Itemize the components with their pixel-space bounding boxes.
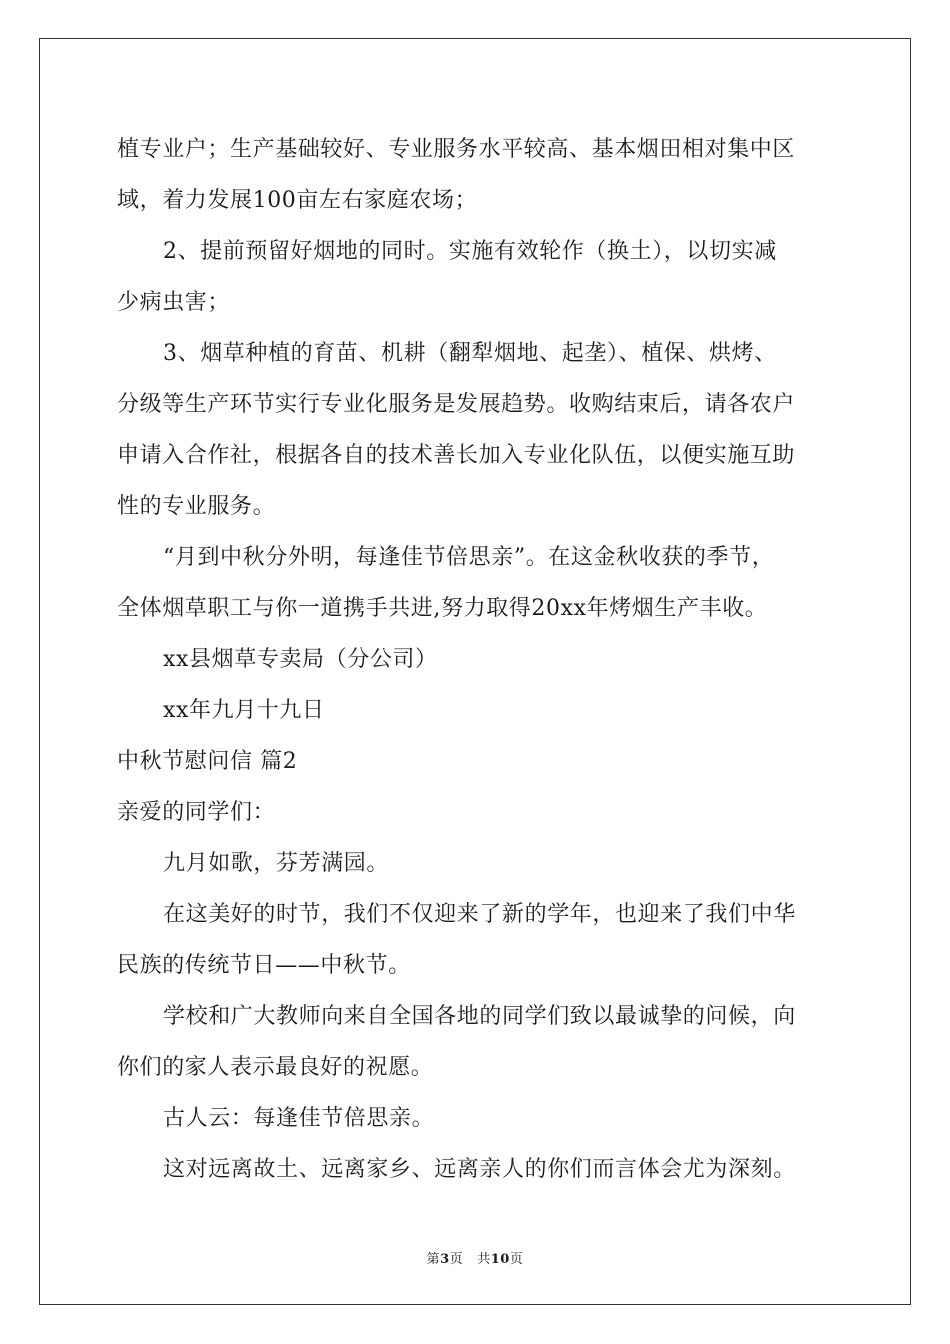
paragraph-line: 分级等生产环节实行专业化服务是发展趋势。收购结束后，请各农户 (117, 392, 796, 417)
paragraph-line: 2、提前预留好烟地的同时。实施有效轮作（换土），以切实减 (163, 239, 777, 264)
paragraph-line: 你们的家人表示最良好的祝愿。 (117, 1055, 434, 1080)
signature-organization: xx县烟草专卖局（分公司） (163, 647, 438, 672)
signature-date: xx年九月十九日 (163, 698, 325, 723)
letter-salutation: 亲爱的同学们： (117, 800, 276, 825)
document-body (117, 130, 837, 1201)
paragraph-line: 全体烟草职工与你一道携手共进,努力取得20xx年烤烟生产丰收。 (117, 596, 768, 621)
paragraph-line: “月到中秋分外明，每逢佳节倍思亲”。在这金秋收获的季节， (163, 545, 775, 570)
page-number: 第3页 (426, 1252, 464, 1267)
paragraph-line: 域，着力发展100亩左右家庭农场； (117, 188, 478, 213)
paragraph-line: 3、烟草种植的育苗、机耕（翻犁烟地、起垄）、植保、烘烤、 (163, 341, 777, 366)
paragraph-line: 植专业户；生产基础较好、专业服务水平较高、基本烟田相对集中区 (117, 137, 796, 162)
paragraph-line: 申请入合作社，根据各自的技术善长加入专业化队伍，以便实施互助 (117, 443, 796, 468)
section-heading: 中秋节慰问信 篇2 (117, 749, 298, 774)
paragraph-line: 九月如歌，芬芳满园。 (163, 851, 390, 876)
page-footer (0, 1248, 950, 1267)
paragraph-line: 民族的传统节日——中秋节。 (117, 953, 411, 978)
paragraph-line: 古人云：每逢佳节倍思亲。 (163, 1106, 435, 1131)
paragraph-line: 这对远离故土、远离家乡、远离亲人的你们而言体会尤为深刻。 (163, 1157, 796, 1182)
paragraph-line: 性的专业服务。 (117, 494, 276, 519)
page-total: 共10页 (477, 1252, 524, 1267)
paragraph-line: 少病虫害； (117, 290, 231, 315)
paragraph-line: 在这美好的时节，我们不仅迎来了新的学年，也迎来了我们中华 (163, 902, 796, 927)
paragraph-line: 学校和广大教师向来自全国各地的同学们致以最诚挚的问候，向 (163, 1004, 796, 1029)
